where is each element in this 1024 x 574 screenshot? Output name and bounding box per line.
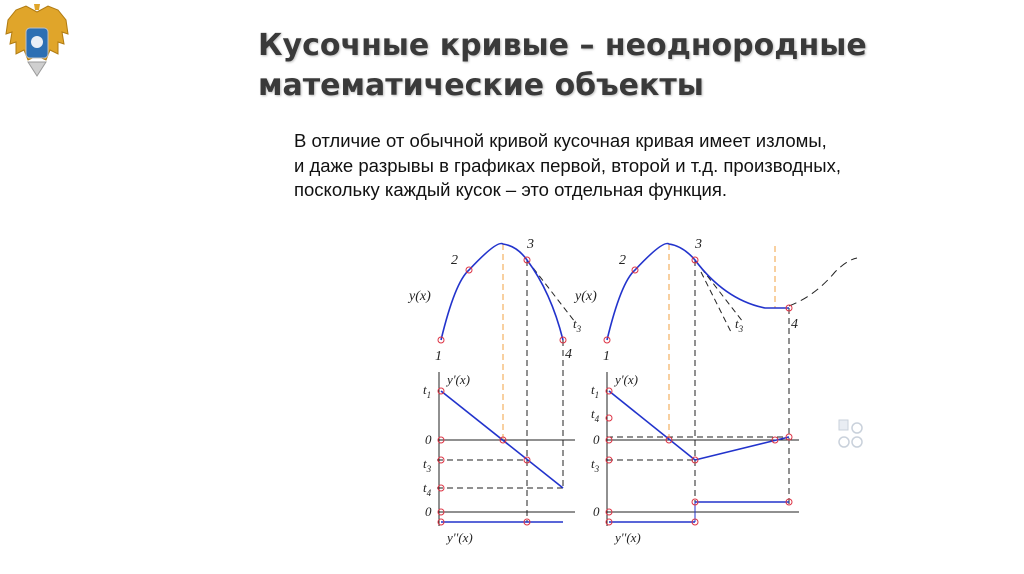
zoom-in-icon[interactable]	[839, 420, 862, 433]
point-label: 4	[565, 347, 572, 362]
zoom-controls[interactable]	[835, 418, 865, 450]
body-line: поскольку каждый кусок – это отдельная функция.	[294, 179, 728, 200]
body-line: В отличие от обычной кривой кусочная кривая имеет изломы,	[294, 130, 827, 151]
axis-tick-label: $t_3$	[423, 456, 432, 474]
curve-y	[441, 244, 563, 340]
point-label: 2	[619, 253, 626, 268]
curve-label: y(x)	[409, 289, 431, 304]
axis-tick-label: $t_3$	[591, 456, 600, 474]
point-label: 4	[791, 317, 798, 332]
axis-tick-label: 0	[425, 504, 432, 519]
axis-tick-label: $t_1$	[423, 382, 432, 400]
emblem-eagle-icon	[4, 2, 70, 84]
point-label: 1	[435, 349, 442, 364]
derivative1-label: y'(x)	[447, 372, 470, 387]
curve-y	[607, 244, 789, 340]
body-line: и даже разрывы в графиках первой, второй и т.д. производных,	[294, 154, 841, 176]
axis-tick-label: 0	[593, 432, 600, 447]
axis-tick-label: $t_4$	[591, 406, 600, 424]
point-label: 3	[695, 237, 702, 252]
curve-label: y(x)	[575, 289, 597, 304]
axis-tick-label: $t_4$	[423, 480, 432, 498]
piecewise-curve-figure	[395, 232, 865, 552]
slide-title-line: Кусочные кривые – неоднородные	[258, 28, 867, 63]
derivative1-segment	[609, 391, 695, 460]
slide-title-line: математические объекты	[258, 68, 704, 103]
slide-body	[294, 129, 994, 203]
point-label: 2	[451, 253, 458, 268]
zoom-out-icon[interactable]	[839, 437, 862, 447]
derivative2-label: y''(x)	[615, 530, 641, 545]
right-panel	[573, 237, 857, 545]
axis-tick-label: $t_1$	[591, 382, 600, 400]
slide-title	[258, 26, 898, 106]
axis-tick-label: 0	[425, 432, 432, 447]
guide-line	[701, 272, 731, 332]
axis-tick-label: 0	[593, 504, 600, 519]
left-panel	[407, 237, 582, 545]
tangent-label: $t_3$	[735, 316, 744, 334]
point-label: 1	[603, 349, 610, 364]
derivative1-label: y'(x)	[615, 372, 638, 387]
tangent-label: $t_3$	[573, 316, 582, 334]
point-label: 3	[527, 237, 534, 252]
derivative2-label: y''(x)	[447, 530, 473, 545]
guide-line	[789, 258, 857, 306]
